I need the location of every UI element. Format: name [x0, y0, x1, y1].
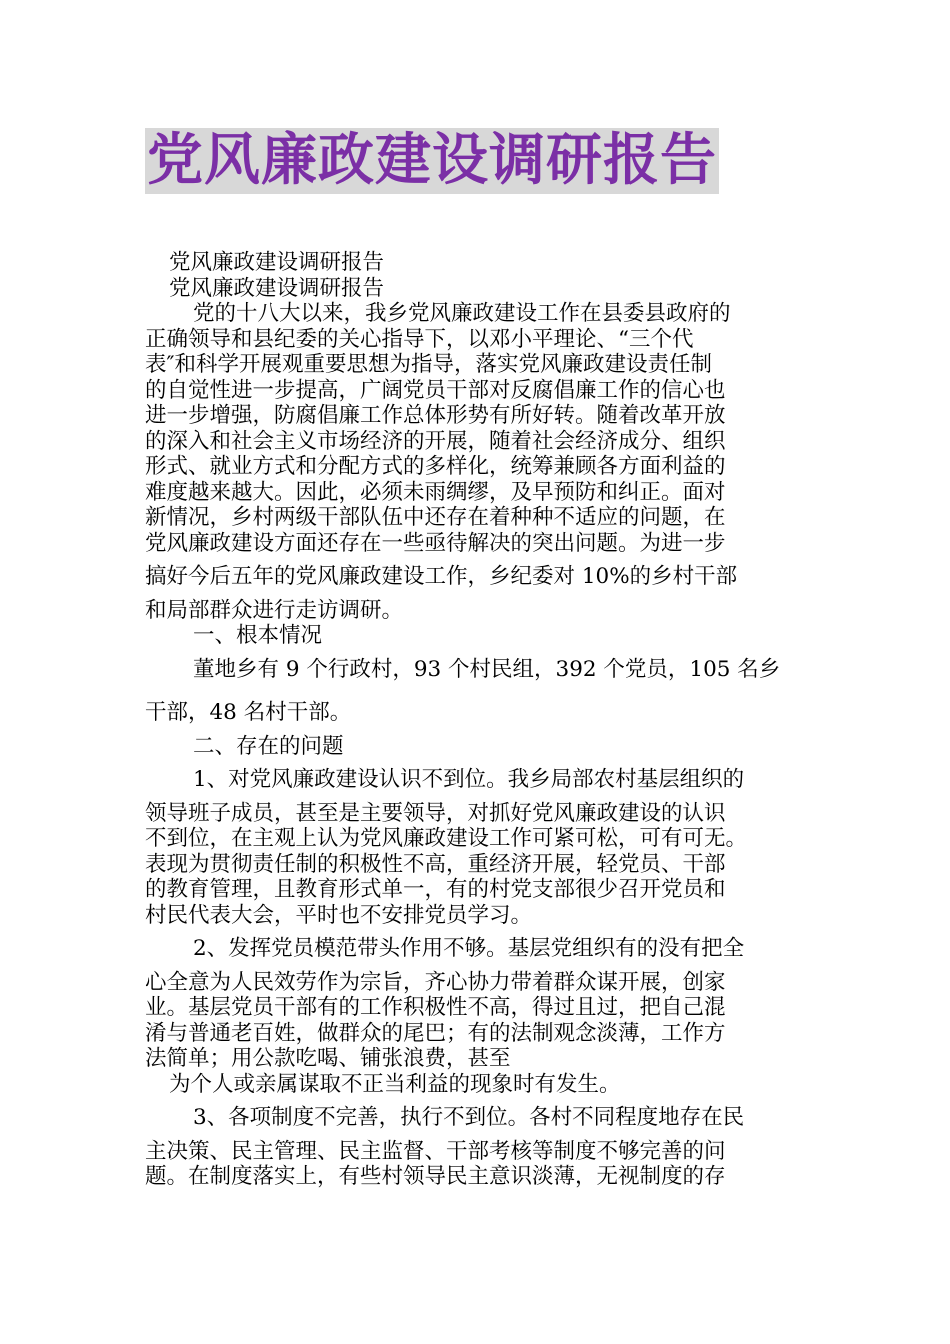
- paragraph-line: 表″和科学开展观重要思想为指导，落实党风廉政建设责任制: [145, 352, 713, 377]
- paragraph-line: 董地乡有 9 个行政村，93 个村民组，392 个党员，105 名乡: [193, 656, 781, 682]
- paragraph-line: 干部，48 名村干部。: [145, 700, 352, 725]
- paragraph-line: 心全意为人民效劳作为宗旨，齐心协力带着群众谋开展，创家: [145, 969, 726, 995]
- paragraph-line: 表现为贯彻责任制的积极性不高，重经济开展，轻党员、干部: [145, 851, 726, 877]
- paragraph-line: 领导班子成员，甚至是主要领导，对抓好党风廉政建设的认识: [145, 800, 726, 826]
- paragraph-line: 形式、就业方式和分配方式的多样化，统筹兼顾各方面利益的: [145, 454, 726, 479]
- paragraph-line: 3、各项制度不完善，执行不到位。各村不同程度地存在民: [193, 1105, 745, 1130]
- paragraph-line: 1、对党风廉政建设认识不到位。我乡局部农村基层组织的: [193, 767, 745, 792]
- paragraph-line: 党的十八大以来，我乡党风廉政建设工作在县委县政府的: [193, 301, 731, 326]
- paragraph-line: 不到位，在主观上认为党风廉政建设工作可紧可松，可有可无。: [145, 826, 748, 851]
- section-heading: 二、存在的问题: [193, 733, 344, 759]
- section-heading: 一、根本情况: [193, 623, 323, 648]
- paragraph-line: 的教育管理，且教育形式单一，有的村党支部很少召开党员和: [145, 877, 726, 902]
- document-title: 党风廉政建设调研报告: [147, 128, 717, 193]
- paragraph-line: 和局部群众进行走访调研。: [145, 597, 404, 623]
- paragraph-line: 村民代表大会，平时也不安排党员学习。: [145, 902, 533, 928]
- paragraph-line: 淆与普通老百姓，做群众的尾巴；有的法制观念淡薄，工作方: [145, 1020, 726, 1046]
- paragraph-line: 法简单；用公款吃喝、铺张浪费，甚至: [145, 1046, 511, 1071]
- paragraph-line: 进一步增强，防腐倡廉工作总体形势有所好转。随着改革开放: [145, 403, 726, 428]
- subtitle-line: 党风廉政建设调研报告: [169, 250, 385, 275]
- subtitle-line: 党风廉政建设调研报告: [169, 275, 385, 301]
- paragraph-line: 党风廉政建设方面还存在一些亟待解决的突出问题。为进一步: [145, 530, 726, 556]
- paragraph-line: 的自觉性进一步提高，广阔党员干部对反腐倡廉工作的信心也: [145, 377, 726, 403]
- paragraph-line: 新情况，乡村两级干部队伍中还存在着种种不适应的问题，在: [145, 505, 726, 530]
- paragraph-line: 为个人或亲属谋取不正当利益的现象时有发生。: [169, 1071, 621, 1097]
- paragraph-line: 搞好今后五年的党风廉政建设工作，乡纪委对 10%的乡村干部: [145, 564, 738, 589]
- paragraph-line: 正确领导和县纪委的关心指导下，以邓小平理论、“三个代: [145, 326, 694, 352]
- paragraph-line: 主决策、民主管理、民主监督、干部考核等制度不够完善的问: [145, 1138, 726, 1164]
- paragraph-line: 难度越来越大。因此，必须未雨绸缪，及早预防和纠正。面对: [145, 479, 726, 505]
- paragraph-line: 题。在制度落实上，有些村领导民主意识淡薄，无视制度的存: [145, 1164, 726, 1189]
- paragraph-line: 业。基层党员干部有的工作积极性不高，得过且过，把自己混: [145, 995, 726, 1020]
- paragraph-line: 的深入和社会主义市场经济的开展，随着社会经济成分、组织: [145, 428, 726, 454]
- document-body: [145, 250, 805, 1190]
- paragraph-line: 2、发挥党员模范带头作用不够。基层党组织有的没有把全: [193, 936, 745, 961]
